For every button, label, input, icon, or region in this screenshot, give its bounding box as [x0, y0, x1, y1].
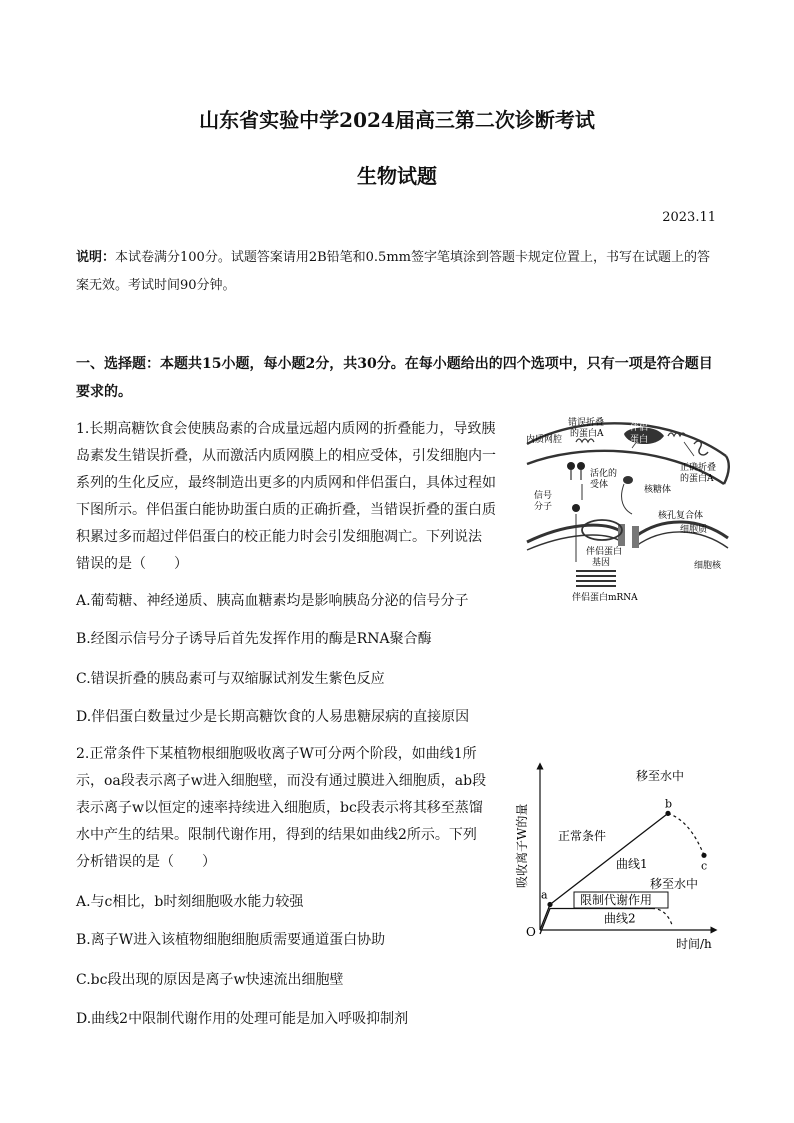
- curve-1-dashed: [668, 813, 704, 855]
- q1-option-c[interactable]: C.错误折叠的胰岛素可与双缩脲试剂发生紫色反应: [76, 671, 385, 687]
- x-axis-label: 时间/h: [676, 937, 712, 951]
- point-b: [665, 811, 670, 816]
- dna-icon: [576, 570, 616, 572]
- label-nucleus: 细胞核: [694, 561, 722, 571]
- label-correct: 正确折叠: [680, 463, 717, 473]
- label-correct-2: 的蛋白A: [680, 474, 714, 484]
- q2-option-c[interactable]: C.bc段出现的原因是离子w快速流出细胞壁: [76, 972, 344, 988]
- annotation-normal: 正常条件: [558, 829, 607, 843]
- point-label-a: a: [541, 888, 548, 902]
- point-a: [547, 902, 552, 907]
- label-chaperone: 伴侣: [630, 423, 649, 433]
- curve-2-label: 曲线2: [604, 911, 636, 926]
- question-2-stem: [76, 741, 508, 876]
- stem-line: 1.长期高糖饮食会使胰岛素的合成量远超内质网的折叠能力，导致胰: [76, 421, 496, 437]
- annotation-move-water-2: 移至水中: [650, 877, 699, 891]
- stem-line: 表示离子w以恒定的速率持续进入细胞质，bc段表示将其移至蒸馏: [76, 800, 483, 816]
- stem-line: 岛素发生错误折叠，从而激活内质网膜上的相应受体，引发细胞内一: [76, 448, 496, 464]
- q2-option-b[interactable]: B.离子W进入该植物细胞细胞质需要通道蛋白协助: [76, 932, 386, 948]
- q1-option-a[interactable]: A.葡萄糖、神经递质、胰高血糖素均是影响胰岛分泌的信号分子: [76, 593, 469, 609]
- label-ribosome: 核糖体: [644, 485, 672, 495]
- stem-line: 分析错误的是（ ）: [76, 854, 216, 870]
- point-c: [701, 853, 706, 858]
- label-mrna: 伴侣蛋白mRNA: [572, 593, 638, 603]
- label-activated: 活化的: [590, 469, 618, 479]
- annotation-limited: 限制代谢作用: [580, 893, 653, 907]
- label-cytoplasm: 细胞质: [680, 525, 708, 535]
- q1-option-d[interactable]: D.伴侣蛋白数量过少是长期高糖饮食的人易患糖尿病的直接原因: [76, 709, 470, 725]
- q2-option-d[interactable]: D.曲线2中限制代谢作用的处理可能是加入呼吸抑制剂: [76, 1011, 409, 1027]
- question-1-stem: [76, 416, 522, 578]
- label-receptor: 受体: [590, 480, 609, 490]
- q1-option-b[interactable]: B.经图示信号分子诱导后首先发挥作用的酶是RNA聚合酶: [76, 631, 432, 647]
- chart-ion-absorption: [510, 758, 732, 954]
- section-heading: 一、选择题：本题共15小题，每小题2分，共30分。在每小题给出的四个选项中，只有一项是符合题目要求的。: [76, 356, 713, 400]
- exam-subtitle: 生物试题: [357, 164, 437, 188]
- instructions: [76, 244, 718, 300]
- stem-line: 下图所示。伴侣蛋白能协助蛋白质的正确折叠，当错误折叠的蛋白质: [76, 502, 496, 518]
- point-label-c: c: [701, 859, 708, 873]
- point-label-b: b: [665, 797, 673, 811]
- label-chaperone-2: 蛋白: [630, 435, 649, 445]
- stem-line: 水中产生的结果。限制代谢作用，得到的结果如曲线2所示。下列: [76, 827, 477, 843]
- curve-2-dashed: [652, 908, 672, 924]
- label-gene: 伴侣蛋白: [586, 547, 623, 557]
- ribosome-icon: [623, 476, 633, 484]
- signal-molecule-icon: [572, 504, 580, 512]
- instructions-text: 本试卷满分100分。试题答案请用2B铅笔和0.5mm签字笔填涂到答题卡规定位置上，书写在试题上的答案无效。考试时间90分钟。: [76, 250, 710, 293]
- exam-title: 山东省实验中学2024届高三第二次诊断考试: [199, 108, 595, 132]
- label-misfolded: 错误折叠: [568, 418, 605, 428]
- label-signal: 信号: [534, 491, 553, 501]
- y-axis-label: 吸收离子W的量: [515, 803, 529, 888]
- receptor-icon: [567, 462, 575, 470]
- instructions-label: 说明：: [76, 250, 116, 265]
- stem-line: 系列的生化反应，最终制造出更多的内质网和伴侣蛋白，具体过程如: [76, 475, 496, 491]
- stem-line: 错误的是（ ）: [76, 556, 188, 572]
- label-misfolded-2: 的蛋白A: [570, 429, 604, 439]
- label-er-lumen: 内质网腔: [526, 435, 563, 445]
- q2-option-a[interactable]: A.与c相比，b时刻细胞吸水能力较强: [76, 894, 304, 910]
- stem-line: 示，oa段表示离子w进入细胞壁，而没有通过膜进入细胞质，ab段: [76, 773, 487, 789]
- stem-line: 2.正常条件下某植物根细胞吸收离子W可分两个阶段，如曲线1所: [76, 746, 477, 762]
- stem-line: 积累过多而超过伴侣蛋白的校正能力时会引发细胞凋亡。下列说法: [76, 529, 482, 545]
- exam-date: 2023.11: [662, 210, 716, 225]
- misfolded-protein-icon: [576, 439, 594, 442]
- label-pore-complex: 核孔复合体: [658, 511, 704, 521]
- origin-label: O: [526, 925, 536, 939]
- label-gene-2: 基因: [592, 558, 611, 568]
- curve-1-label: 曲线1: [616, 857, 648, 872]
- annotation-move-water-1: 移至水中: [636, 769, 685, 783]
- label-signal-2: 分子: [534, 502, 553, 512]
- figure-er-chaperone: [524, 414, 730, 606]
